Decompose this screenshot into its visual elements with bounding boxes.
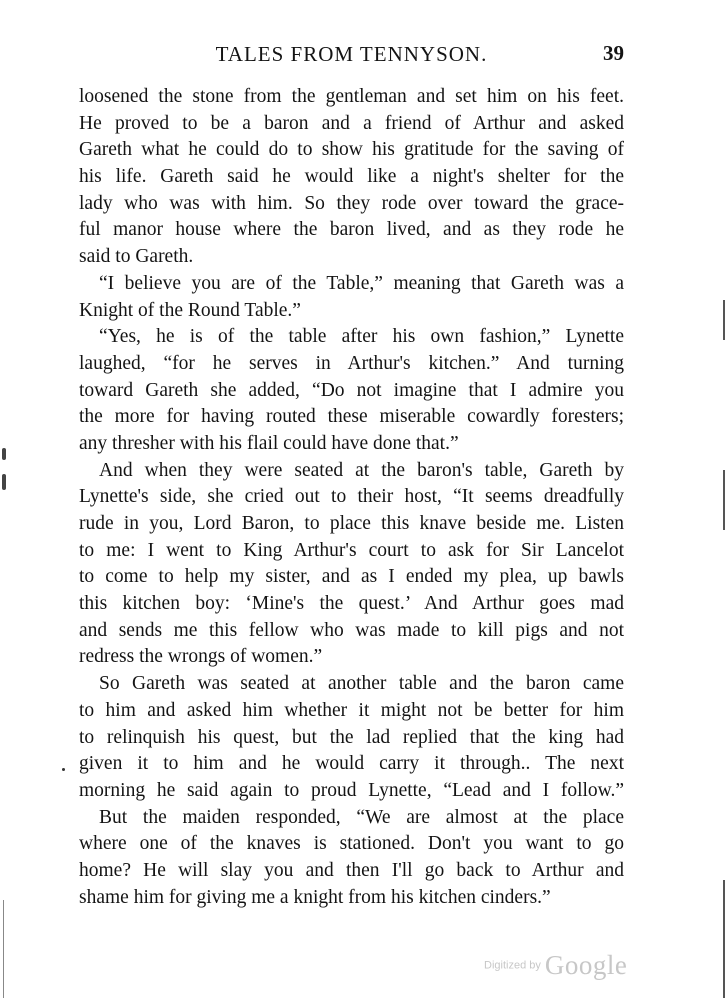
text-line: said to Gareth. (79, 246, 194, 268)
scan-mark (2, 448, 6, 460)
text-line: And when they were seated at the baron's table, Gareth by (99, 459, 624, 481)
text-line: Knight of the Round Table.” (79, 299, 301, 321)
watermark-prefix: Digitized by (484, 959, 541, 972)
stray-dot (62, 768, 65, 771)
page-number: 39 (603, 41, 624, 65)
google-logo: Google (544, 950, 628, 980)
text-line: to me: I went to King Arthur's court to ask for Sir Lancelot (79, 539, 624, 561)
text-line: Gareth what he could do to show his gratitude for the saving of (79, 139, 624, 161)
text-line: home? He will slay you and then I'll go back to Arthur and (79, 859, 624, 881)
text-line: shame him for giving me a knight from his kitchen cinders.” (79, 886, 551, 908)
text-line: ful manor house where the baron lived, and as they rode he (79, 219, 624, 241)
text-line: rude in you, Lord Baron, to place this knave beside me. Listen (79, 513, 624, 534)
scan-edge-line (723, 470, 725, 530)
text-line: any thresher with his flail could have done that.” (79, 432, 459, 454)
text-line: where one of the knaves is stationed. Don't you want to go (79, 833, 624, 855)
body-text (79, 84, 624, 911)
text-line: But the maiden responded, “We are almost at the place (99, 806, 624, 828)
text-line: to him and asked him whether it might not be better for him (79, 699, 624, 721)
text-line: loosened the stone from the gentleman and set him on his feet. (79, 86, 624, 107)
text-line: this kitchen boy: ‘Mine's the quest.’ And Arthur goes mad (79, 593, 624, 615)
text-line: So Gareth was seated at another table and the baron came (99, 673, 624, 695)
scan-edge-line (723, 300, 725, 340)
running-title: TALES FROM TENNYSON. (215, 42, 488, 66)
text-line: redress the wrongs of women.” (79, 646, 323, 668)
google-watermark (484, 950, 627, 980)
text-line: the more for having routed these miserable cowardly foresters; (79, 406, 624, 428)
text-line: He proved to be a baron and a friend of Arthur and asked (79, 112, 624, 134)
text-line: toward Gareth she added, “Do not imagine that I admire you (79, 379, 624, 401)
text-line: his life. Gareth said he would like a night's shelter for the (79, 166, 624, 188)
text-line: and sends me this fellow who was made to kill pigs and not (79, 619, 624, 641)
scan-edge-line (3, 900, 4, 998)
scan-mark (2, 474, 6, 490)
text-line: “I believe you are of the Table,” meaning that Gareth was a (99, 272, 624, 294)
scan-edge-line (723, 880, 725, 998)
running-head (79, 38, 624, 72)
text-line: to relinquish his quest, but the lad replied that the king had (79, 726, 624, 748)
text-line: given it to him and he would carry it through.. The next (79, 753, 624, 775)
text-line: Lynette's side, she cried out to their host, “It seems dreadfully (79, 486, 624, 508)
text-line: to come to help my sister, and as I ended my plea, up bawls (79, 566, 624, 588)
text-line: lady who was with him. So they rode over toward the grace- (79, 192, 624, 214)
text-line: “Yes, he is of the table after his own fashion,” Lynette (99, 326, 624, 348)
text-line: laughed, “for he serves in Arthur's kitchen.” And turning (79, 352, 624, 374)
text-line: morning he said again to proud Lynette, “Lead and I follow.” (79, 779, 624, 801)
